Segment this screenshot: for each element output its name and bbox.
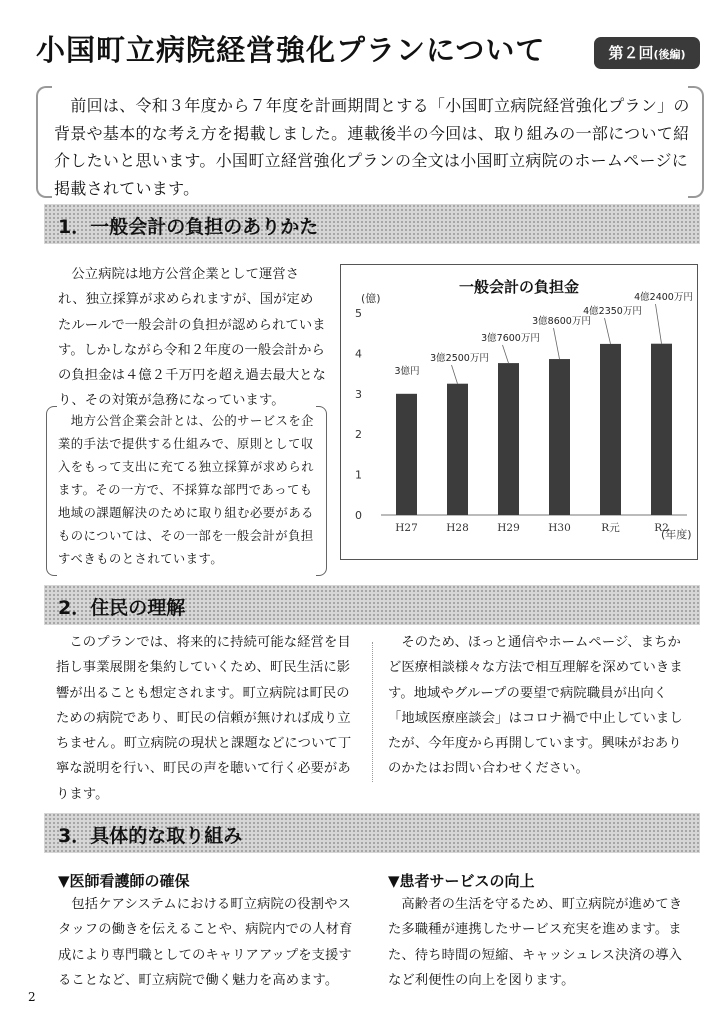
- data-label: 3億8600万円: [532, 316, 591, 327]
- y-tick-label: 2: [355, 428, 362, 442]
- data-label: 3億円: [394, 366, 420, 377]
- intro-bracket-right: [688, 86, 704, 198]
- y-tick-label: 5: [355, 307, 362, 320]
- doctor-nurse-heading: ▼医師看護師の確保: [58, 872, 190, 890]
- y-tick-label: 1: [355, 468, 362, 482]
- badge-sub: (後編): [653, 48, 686, 61]
- chart-svg: [341, 265, 697, 559]
- chart-title: 一般会計の負担金: [458, 278, 580, 296]
- intro-bracket-left: [36, 86, 52, 198]
- label-leader-line: [452, 365, 458, 384]
- intro-text: 前回は、令和３年度から７年度を計画期間とする「小国町立病院経営強化プラン」の背景や基本的な考え方を掲載しました。連載後半の今回は、取り組みの一部について紹介したいと思います。小国町立経営強化プランの全文は小国町立病院のホームページに掲載されています。: [54, 96, 690, 198]
- chart-xlabel: (年度): [661, 528, 692, 541]
- x-tick-label: R元: [601, 522, 620, 534]
- data-label: 3億7600万円: [481, 333, 540, 344]
- label-leader-line: [605, 318, 611, 344]
- y-tick-label: 0: [355, 509, 362, 522]
- bar-H28: [447, 384, 468, 515]
- burden-chart: [340, 264, 698, 560]
- chart-ylabel: (億): [361, 292, 381, 305]
- section1-body: 公立病院は地方公営企業として運営され、独立採算が求められますが、国が定めたルールで一般会計の負担が認められています。しかしながら令和２年度の一般会計からの負担金は４億２千万円を超え過去最大となり、その対策が急務になっています。: [58, 267, 326, 409]
- badge-main: 第２回: [608, 44, 654, 62]
- data-label: 3億2500万円: [430, 353, 489, 364]
- section2-right-text: そのため、ほっと通信やホームページ、まちかど医療相談様々な方法で相互理解を深めていきます。地域やグループの要望で病院職員が出向く「地域医療座談会」はコロナ禍で中止していましたが、今年度から再開しています。興味がおありのかたはお問い合わせください。: [388, 635, 683, 777]
- accounting-note: 地方公営企業会計とは、公的サービスを企業的手法で提供する仕組みで、原則として収入をもって支出に充てる独立採算が求められます。その一方で、不採算な部門であっても地域の課題解決のために取り組む必要があるものについては、その一部を一般会計が負担すべきものとされています。: [58, 414, 314, 566]
- section3-title: 3．具体的な取り組み: [58, 825, 243, 847]
- note-bracket-left: [46, 406, 57, 576]
- bar-H30: [549, 359, 570, 515]
- label-leader-line: [554, 328, 560, 359]
- bar-H29: [498, 363, 519, 515]
- bar-R元: [600, 344, 621, 515]
- y-tick-label: 3: [355, 387, 362, 401]
- page-number: 2: [28, 990, 36, 1004]
- page-title: 小国町立病院経営強化プランについて: [36, 33, 546, 67]
- x-tick-label: H27: [395, 522, 418, 534]
- section2-left-text: このプランでは、将来的に持続可能な経営を目指し事業展開を集約していくため、町民生活に影響が出ることも想定されます。町立病院は町民のための病院であり、町民の信頼が無ければ成り立ちません。町立病院の現状と課題などについて丁寧な説明を行い、町民の声を聴いて行く必要があります。: [56, 635, 352, 802]
- data-label: 4億2400万円: [634, 292, 693, 303]
- y-tick-label: 4: [355, 347, 362, 361]
- doctor-nurse-text: 包括ケアシステムにおける町立病院の役割やスタッフの働きを伝えることや、病院内での人材育成により専門職としてのキャリアアップを支援することなど、町立病院で働く魅力を高めます。: [58, 897, 353, 988]
- patient-service-heading: ▼患者サービスの向上: [388, 872, 535, 890]
- label-leader-line: [503, 345, 509, 363]
- label-leader-line: [656, 304, 662, 344]
- series-badge: [594, 37, 700, 69]
- x-tick-label: H29: [497, 522, 520, 534]
- section1-title: 1．一般会計の負担のありかた: [58, 216, 319, 238]
- x-tick-label: H28: [446, 522, 469, 534]
- data-label: 4億2350万円: [583, 306, 642, 317]
- bar-H27: [396, 394, 417, 515]
- bar-R2: [651, 344, 672, 515]
- x-tick-label: R2: [654, 522, 669, 534]
- patient-service-text: 高齢者の生活を守るため、町立病院が進めてきた多職種が連携したサービス充実を進めます。また、待ち時間の短縮、キャッシュレス決済の導入など利便性の向上を図ります。: [388, 897, 683, 988]
- x-tick-label: H30: [548, 522, 571, 534]
- section2-title: 2．住民の理解: [58, 597, 186, 619]
- column-divider: [372, 642, 373, 782]
